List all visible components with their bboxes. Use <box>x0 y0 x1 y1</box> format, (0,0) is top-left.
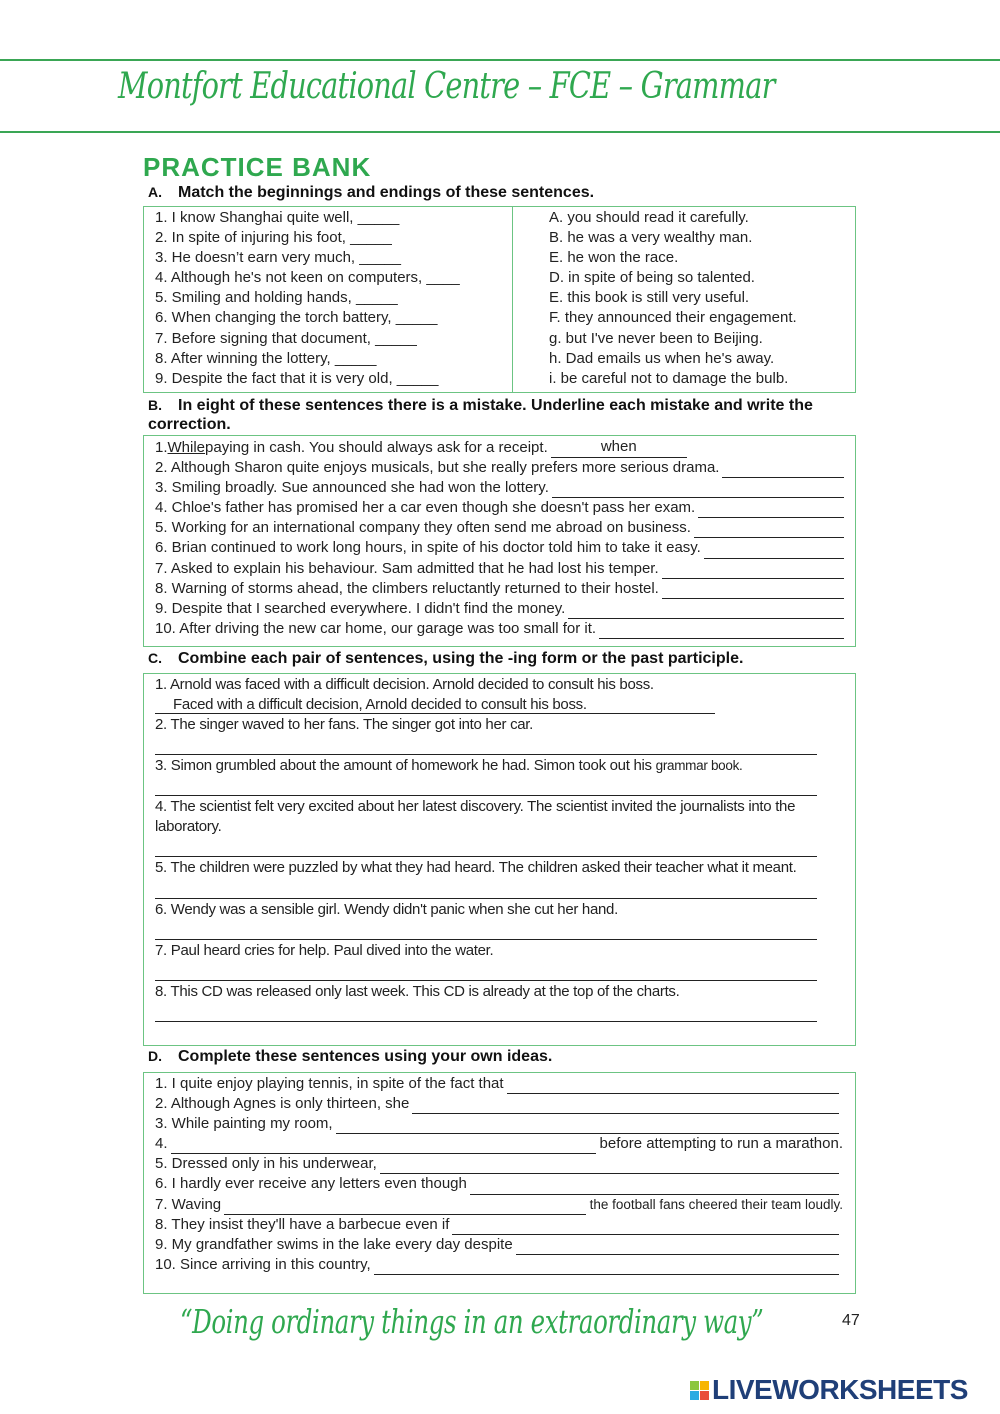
top-rule <box>0 59 1000 61</box>
sentence-start: 2. Although Agnes is only thirteen, she <box>155 1095 410 1113</box>
list-item <box>155 538 844 558</box>
list-item <box>155 518 844 538</box>
sentence-text: 3. Simon grumbled about the amount of homework he had. Simon took out his <box>155 757 656 775</box>
list-item <box>155 715 847 735</box>
answer-field[interactable] <box>704 543 844 559</box>
sentence-text: 1. Arnold was faced with a difficult decision. Arnold decided to consult his boss. <box>155 676 654 693</box>
list-item <box>155 1134 843 1154</box>
beginning-item: 8. After winning the lottery, _____ <box>155 349 377 367</box>
beginnings-column <box>144 207 460 392</box>
list-item <box>155 559 844 579</box>
list-item <box>155 1074 843 1094</box>
page-number: 47 <box>842 1312 860 1329</box>
page-title: Montfort Educational Centre – FCE – Grammar <box>118 66 775 107</box>
answer-field[interactable] <box>694 522 844 538</box>
answer-line[interactable] <box>155 695 715 714</box>
sentence-start: 4. <box>155 1135 168 1153</box>
list-item <box>155 478 844 498</box>
liveworksheets-icon <box>690 1381 709 1400</box>
ending-item: F. they announced their engagement. <box>549 309 797 327</box>
sentence-text: 2. The singer waved to her fans. The singer got into her car. <box>155 716 534 734</box>
answer-field[interactable] <box>722 462 844 478</box>
answer-field[interactable] <box>171 1138 596 1154</box>
list-item <box>155 619 844 639</box>
answer-line[interactable] <box>155 776 817 796</box>
sentence-start: 10. Since arriving in this country, <box>155 1255 371 1273</box>
answer-field[interactable] <box>336 1118 839 1134</box>
answer-line[interactable] <box>155 961 817 981</box>
list-item <box>155 498 844 518</box>
sentence-start: 1. I quite enjoy playing tennis, in spite of the fact that <box>155 1075 504 1092</box>
sentence-text: 5. The children were puzzled by what they had heard. The children asked their teacher what it meant. <box>155 859 797 877</box>
list-item <box>155 1215 843 1235</box>
beginning-item: 7. Before signing that document, _____ <box>155 329 417 347</box>
beginning-item: 5. Smiling and holding hands, _____ <box>155 289 398 307</box>
sentence-start: 6. I hardly ever receive any letters even though <box>155 1175 467 1193</box>
answer-field[interactable] <box>452 1219 839 1235</box>
list-item: 1. While paying in cash. You should always ask for a receipt. when <box>155 437 844 458</box>
beginning-item: 4. Although he's not keen on computers, ____ <box>155 269 460 287</box>
list-item <box>155 1255 843 1275</box>
sentence-end: before attempting to run a marathon. <box>599 1135 843 1153</box>
section-b-heading: B. In eight of these sentences there is a mistake. Underline each mistake and write the correction. <box>148 397 813 433</box>
list-item <box>155 900 847 920</box>
sentence-text: 4. The scientist felt very excited about her latest discovery. The scientist invited the journalists into the laboratory. <box>155 798 796 836</box>
endings-column <box>512 207 797 392</box>
section-c-box <box>143 673 856 1046</box>
section-c-heading: C. Combine each pair of sentences, using the -ing form or the past participle. <box>148 650 744 667</box>
sentence-end: the football fans cheered their team loudly. <box>589 1196 843 1212</box>
answer-field[interactable] <box>412 1098 839 1114</box>
answer-line[interactable] <box>155 1002 817 1022</box>
sentence-start: 3. While painting my room, <box>155 1115 333 1133</box>
list-item <box>155 941 847 961</box>
list-item <box>155 579 844 599</box>
list-item <box>155 797 847 837</box>
list-item <box>155 675 847 695</box>
answer-line[interactable] <box>155 879 817 899</box>
sentence-text: 3. Smiling broadly. Sue announced she had won the lottery. <box>155 479 549 497</box>
list-item <box>155 1094 843 1114</box>
sentence-text: 5. Working for an international company they often send me abroad on business. <box>155 519 691 537</box>
sentence-text: 10. After driving the new car home, our garage was too small for it. <box>155 619 597 637</box>
section-a-box <box>143 206 856 393</box>
list-item <box>155 1114 843 1134</box>
ending-item: A. you should read it carefully. <box>549 209 749 226</box>
answer-field[interactable] <box>698 502 844 518</box>
answer-field[interactable] <box>470 1179 839 1195</box>
answer-field[interactable] <box>224 1199 585 1215</box>
beginning-item: 1. I know Shanghai quite well, _____ <box>155 209 400 226</box>
ending-item: h. Dad emails us when he's away. <box>549 349 775 367</box>
beginning-item: 3. He doesn’t earn very much, _____ <box>155 249 401 267</box>
footer-quote: “Doing ordinary things in an extraordinary way” <box>180 1302 764 1341</box>
ending-item: g. but I've never been to Beijing. <box>549 329 763 347</box>
sentence-start: 9. My grandfather swims in the lake every day despite <box>155 1235 513 1253</box>
answer-field[interactable]: when <box>551 437 687 458</box>
ending-item: E. he won the race. <box>549 249 679 267</box>
example-answer: Faced with a difficult decision, Arnold decided to consult his boss. <box>173 696 587 714</box>
sentence-text: 4. Chloe's father has promised her a car even though she doesn't pass her exam. <box>155 499 696 517</box>
sentence-text: 8. Warning of storms ahead, the climbers reluctantly returned to their hostel. <box>155 579 659 597</box>
section-d-heading: D. Complete these sentences using your own ideas. <box>148 1048 553 1065</box>
header-rule <box>0 131 1000 133</box>
list-item <box>155 599 844 619</box>
answer-line[interactable] <box>155 920 817 940</box>
answer-field[interactable] <box>568 603 844 619</box>
list-item <box>155 458 844 478</box>
sentence-start: 7. Waving <box>155 1195 222 1213</box>
list-item <box>155 1154 843 1174</box>
list-item <box>155 1235 843 1255</box>
answer-line[interactable] <box>155 837 817 857</box>
section-a-heading: A. Match the beginnings and endings of these sentences. <box>148 184 595 201</box>
list-item <box>155 1174 843 1194</box>
sentence-text: 6. Wendy was a sensible girl. Wendy didn't panic when she cut her hand. <box>155 900 618 918</box>
answer-field[interactable] <box>374 1259 839 1275</box>
list-item: 3. Simon grumbled about the amount of homework he had. Simon took out his grammar book. <box>155 757 743 775</box>
list-item <box>155 858 847 878</box>
answer-field[interactable] <box>552 482 844 498</box>
answer-field[interactable] <box>599 623 844 639</box>
ending-item: i. be careful not to damage the bulb. <box>549 369 789 387</box>
sentence-start: 8. They insist they'll have a barbecue even if <box>155 1215 450 1233</box>
list-item <box>155 1195 843 1215</box>
beginning-item: 2. In spite of injuring his foot, _____ <box>155 229 392 247</box>
answer-line[interactable] <box>155 735 817 755</box>
sentence-text: 6. Brian continued to work long hours, in spite of his doctor told him to take it easy. <box>155 539 701 557</box>
answer-field[interactable] <box>516 1239 839 1255</box>
beginning-item: 6. When changing the torch battery, _____ <box>155 309 438 327</box>
liveworksheets-logo: LIVEWORKSHEETS <box>690 1374 968 1406</box>
answer-field[interactable] <box>662 583 844 599</box>
beginning-item: 9. Despite the fact that it is very old, _____ <box>155 369 439 387</box>
sentence-text: 9. Despite that I searched everywhere. I didn't find the money. <box>155 599 566 617</box>
sentence-text: 2. Although Sharon quite enjoys musicals, but she really prefers more serious drama. <box>155 459 720 477</box>
answer-field[interactable] <box>380 1158 839 1174</box>
sentence-start: 5. Dressed only in his underwear, <box>155 1155 377 1173</box>
sentence-text: 7. Asked to explain his behaviour. Sam admitted that he had lost his temper. <box>155 559 659 577</box>
practice-bank-heading: PRACTICE BANK <box>143 152 372 182</box>
answer-field[interactable] <box>507 1078 839 1094</box>
section-b-box <box>143 435 856 647</box>
answer-field[interactable] <box>662 563 844 579</box>
ending-item: E. this book is still very useful. <box>549 289 750 307</box>
ending-item: B. he was a very wealthy man. <box>549 229 753 247</box>
sentence-text: 7. Paul heard cries for help. Paul dived into the water. <box>155 941 494 959</box>
sentence-text: 8. This CD was released only last week. This CD is already at the top of the charts. <box>155 982 680 1000</box>
underlined-mistake: While <box>167 439 206 456</box>
section-d-box <box>143 1072 856 1294</box>
ending-item: D. in spite of being so talented. <box>549 269 755 287</box>
list-item <box>155 982 847 1002</box>
